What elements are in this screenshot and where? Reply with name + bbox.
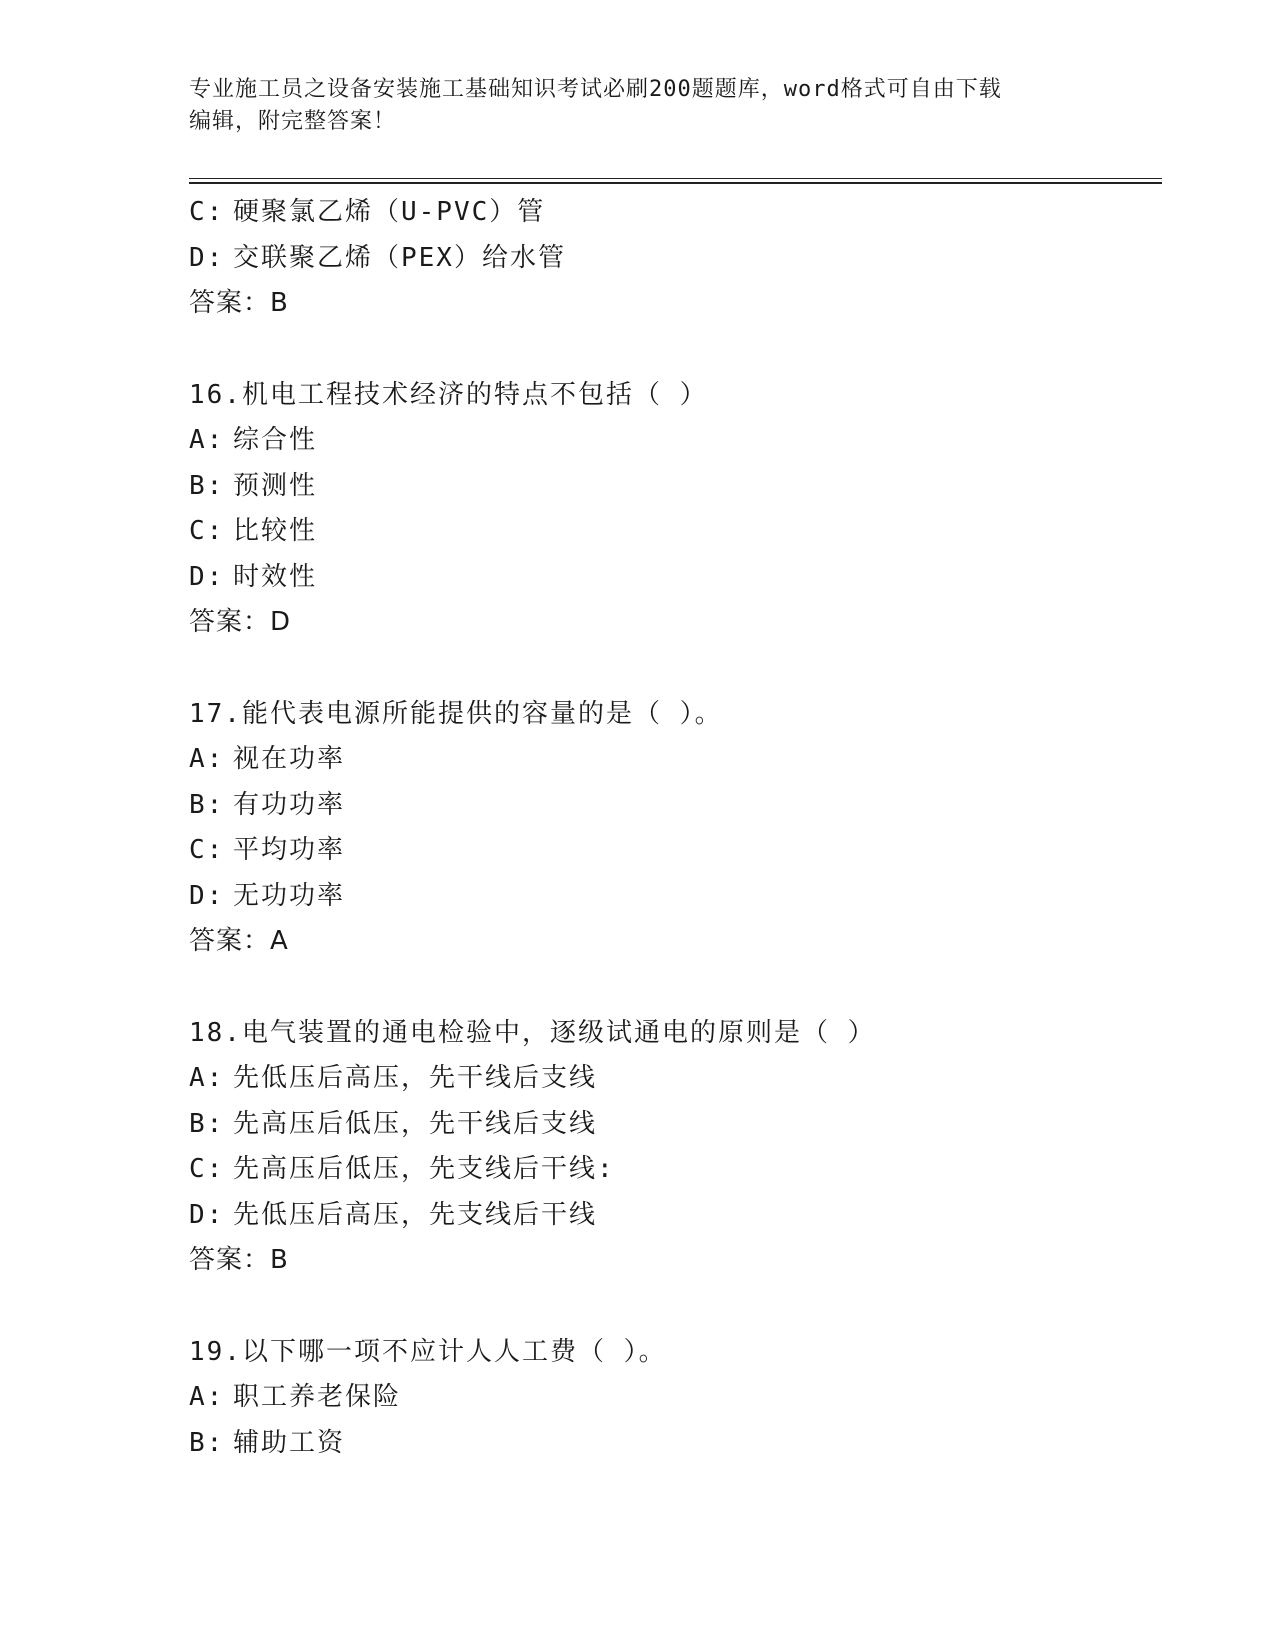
answer-line: 答案：D: [189, 607, 292, 637]
option-letter: A:: [189, 744, 225, 774]
option-letter: B:: [189, 470, 225, 501]
option-text: 时效性: [233, 561, 318, 592]
option-text: 比较性: [233, 516, 318, 546]
option-letter: A:: [189, 1382, 225, 1412]
option-letter: A:: [189, 425, 225, 455]
option-c: [189, 509, 1162, 555]
question-17: [189, 692, 1162, 965]
option-b: [189, 1102, 1162, 1148]
question-16: [189, 373, 1162, 646]
spacer: [189, 965, 1162, 1011]
option-d: [189, 236, 1162, 282]
option-letter: C:: [189, 197, 225, 227]
option-text: 硬聚氯乙烯（U-PVC）管: [233, 197, 546, 227]
question-18: [189, 1011, 1162, 1284]
document-header: [189, 74, 1089, 138]
answer-line: 答案：B: [189, 288, 289, 318]
option-text: 视在功率: [233, 744, 346, 774]
option-letter: D:: [189, 242, 225, 273]
header-title-line1: 专业施工员之设备安装施工基础知识考试必刷200题题库，word格式可自由下载: [189, 77, 1002, 102]
option-c: [189, 828, 1162, 874]
option-letter: C:: [189, 516, 225, 546]
option-letter: A:: [189, 1063, 225, 1093]
answer-line: 答案：B: [189, 1245, 289, 1275]
spacer: [189, 327, 1162, 373]
question-text: 16.机电工程技术经济的特点不包括（ ）: [189, 379, 708, 410]
question-19: [189, 1330, 1162, 1467]
option-b: [189, 1421, 1162, 1467]
option-text: 综合性: [233, 425, 318, 455]
option-letter: D:: [189, 880, 225, 911]
header-rule-thin: [189, 178, 1162, 179]
header-rule-thick: [189, 182, 1162, 184]
option-b: [189, 464, 1162, 510]
option-a: [189, 737, 1162, 783]
option-c: [189, 190, 1162, 236]
question-list: [189, 190, 1162, 1466]
option-text: 有功功率: [233, 789, 346, 820]
option-c: [189, 1147, 1162, 1193]
option-a: [189, 418, 1162, 464]
option-text: 辅助工资: [233, 1427, 346, 1458]
option-text: 先低压后高压，先支线后干线: [233, 1199, 598, 1230]
option-d: [189, 1193, 1162, 1239]
option-text: 先高压后低压，先干线后支线: [233, 1108, 598, 1139]
option-letter: B:: [189, 1108, 225, 1139]
question-15-tail: [189, 190, 1162, 327]
option-text: 先高压后低压，先支线后干线:: [233, 1154, 615, 1184]
option-text: 平均功率: [233, 835, 346, 865]
option-letter: D:: [189, 1199, 225, 1230]
option-text: 预测性: [233, 470, 318, 501]
option-letter: C:: [189, 1154, 225, 1184]
option-a: [189, 1375, 1162, 1421]
question-text: 17.能代表电源所能提供的容量的是（ ）。: [189, 698, 723, 729]
header-title-line2: 编辑，附完整答案！: [189, 109, 397, 134]
option-letter: B:: [189, 789, 225, 820]
option-text: 职工养老保险: [233, 1382, 402, 1412]
spacer: [189, 1284, 1162, 1330]
option-a: [189, 1056, 1162, 1102]
option-text: 先低压后高压，先干线后支线: [233, 1063, 598, 1093]
answer-line: 答案：A: [189, 926, 289, 956]
option-d: [189, 874, 1162, 920]
option-letter: B:: [189, 1427, 225, 1458]
option-letter: C:: [189, 835, 225, 865]
question-text: 19.以下哪一项不应计人人工费（ ）。: [189, 1336, 667, 1367]
option-d: [189, 555, 1162, 601]
spacer: [189, 646, 1162, 692]
question-text: 18.电气装置的通电检验中，逐级试通电的原则是（ ）: [189, 1017, 876, 1048]
option-b: [189, 783, 1162, 829]
option-text: 交联聚乙烯（PEX）给水管: [233, 242, 566, 273]
option-text: 无功功率: [233, 880, 346, 911]
option-letter: D:: [189, 561, 225, 592]
